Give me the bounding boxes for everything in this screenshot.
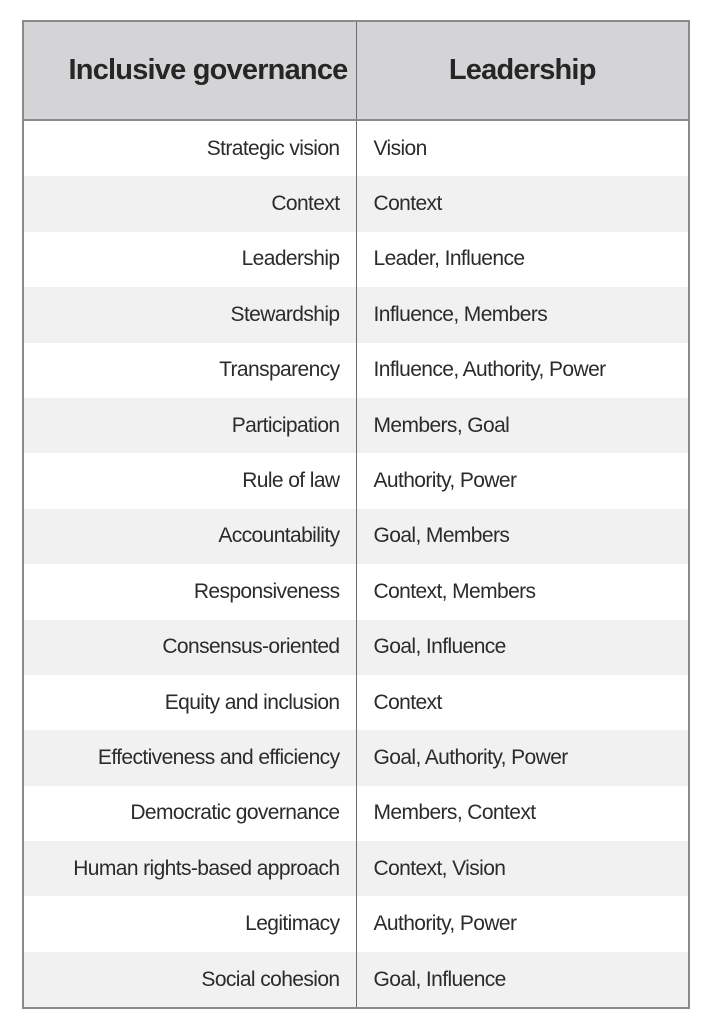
table-row — [24, 564, 688, 619]
table-row — [24, 620, 688, 675]
table-row — [24, 675, 688, 730]
leadership-cell: Influence, Authority, Power — [356, 343, 688, 398]
header-leadership: Leadership — [356, 22, 688, 120]
governance-cell: Human rights-based approach — [24, 841, 356, 896]
leadership-cell: Goal, Influence — [356, 620, 688, 675]
table-row — [24, 232, 688, 287]
table-row — [24, 730, 688, 785]
governance-cell: Effectiveness and efficiency — [24, 730, 356, 785]
leadership-cell: Goal, Members — [356, 509, 688, 564]
table-row — [24, 176, 688, 231]
leadership-cell: Goal, Influence — [356, 952, 688, 1007]
table-row — [24, 841, 688, 896]
table-row — [24, 952, 688, 1007]
leadership-cell: Vision — [356, 120, 688, 176]
governance-cell: Context — [24, 176, 356, 231]
governance-cell: Accountability — [24, 509, 356, 564]
table-header — [24, 22, 688, 120]
governance-cell: Strategic vision — [24, 120, 356, 176]
table-row — [24, 786, 688, 841]
governance-cell: Transparency — [24, 343, 356, 398]
header-inclusive-governance: Inclusive governance — [24, 22, 356, 120]
leadership-cell: Goal, Authority, Power — [356, 730, 688, 785]
table-row — [24, 120, 688, 176]
governance-cell: Responsiveness — [24, 564, 356, 619]
leadership-cell: Authority, Power — [356, 896, 688, 951]
governance-cell: Equity and inclusion — [24, 675, 356, 730]
leadership-cell: Context — [356, 675, 688, 730]
comparison-table — [24, 22, 688, 1007]
leadership-cell: Influence, Members — [356, 287, 688, 342]
governance-cell: Legitimacy — [24, 896, 356, 951]
table-row — [24, 287, 688, 342]
leadership-cell: Authority, Power — [356, 453, 688, 508]
leadership-cell: Context, Vision — [356, 841, 688, 896]
table-row — [24, 453, 688, 508]
governance-cell: Social cohesion — [24, 952, 356, 1007]
governance-leadership-table — [22, 20, 690, 1009]
leadership-cell: Leader, Influence — [356, 232, 688, 287]
leadership-cell: Context, Members — [356, 564, 688, 619]
governance-cell: Stewardship — [24, 287, 356, 342]
leadership-cell: Context — [356, 176, 688, 231]
governance-cell: Democratic governance — [24, 786, 356, 841]
header-row — [24, 22, 688, 120]
governance-cell: Consensus-oriented — [24, 620, 356, 675]
leadership-cell: Members, Goal — [356, 398, 688, 453]
governance-cell: Rule of law — [24, 453, 356, 508]
table-body — [24, 120, 688, 1007]
table-row — [24, 896, 688, 951]
table-row — [24, 343, 688, 398]
governance-cell: Leadership — [24, 232, 356, 287]
leadership-cell: Members, Context — [356, 786, 688, 841]
table-row — [24, 398, 688, 453]
table-row — [24, 509, 688, 564]
governance-cell: Participation — [24, 398, 356, 453]
